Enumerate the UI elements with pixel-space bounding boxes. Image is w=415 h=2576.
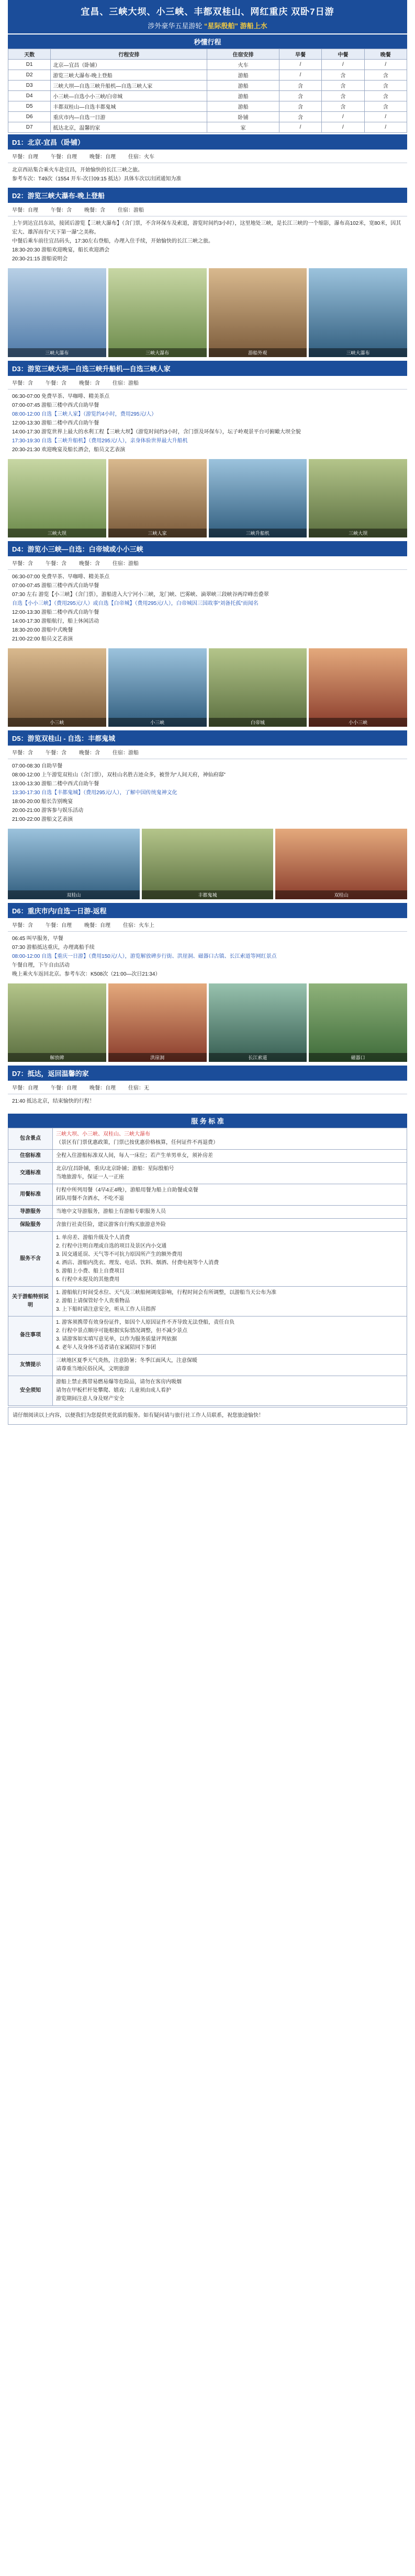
overview-cell: D6: [8, 112, 51, 122]
description-line: 20:00-21:00 游客参与娱乐活动: [12, 808, 84, 814]
overview-row: [8, 81, 407, 91]
page-subtitle: 涉外豪华五星游轮 “星际殷舶” 游船上水: [148, 22, 267, 30]
service-label: 保险服务: [8, 1219, 53, 1232]
service-line: 三峡地区夏季天气炎热，注意防暑；冬季江面风大，注意保暖: [56, 1358, 197, 1364]
description-line: 晚上乘火车返回北京。参考车次：K508次（21:00—次日21:34）: [12, 971, 161, 977]
day-meals: [8, 556, 407, 570]
service-row: [8, 1232, 407, 1287]
overview-cell: /: [364, 122, 407, 133]
overview-cell: /: [322, 60, 364, 70]
overview-cell: /: [279, 70, 321, 81]
service-row: [8, 1128, 407, 1150]
overview-cell: 三峡大坝—自选三峡升船机—自选三峡人家: [51, 81, 207, 91]
description-line: 07:00-07:45 游船三楼中西式自助早餐: [12, 583, 99, 589]
scenery-photo: [209, 268, 307, 357]
service-content: [53, 1219, 407, 1232]
scenery-photo: [108, 648, 207, 727]
meal-item: 住宿：火车: [128, 154, 154, 160]
photo-caption: 丰都鬼城: [142, 890, 274, 899]
scenery-photo: [209, 459, 307, 537]
overview-cell: 含: [322, 70, 364, 81]
service-content: [53, 1150, 407, 1163]
overview-cell: 游船: [207, 81, 279, 91]
day-block: [8, 361, 407, 540]
description-line: 08:00-12:00 上午游览双桂山（含门票），双桂山名胜古迹众多，被誉为“人间天府，神仙府邸”: [12, 772, 226, 778]
day-meals: [8, 918, 407, 932]
overview-cell: 游览三峡大瀑布-晚上登船: [51, 70, 207, 81]
service-label: 导游服务: [8, 1206, 53, 1219]
overview-cell: 含: [364, 91, 407, 101]
service-row: [8, 1150, 407, 1163]
overview-cell: D7: [8, 122, 51, 133]
description-line: 18:30-20:30 游船欢迎晚宴，船长欢迎酒会: [12, 247, 110, 253]
overview-cell: D1: [8, 60, 51, 70]
day-description: [8, 759, 407, 827]
service-content: [53, 1316, 407, 1355]
overview-cell: 含: [279, 101, 321, 112]
overview-cell: 含: [279, 91, 321, 101]
meal-item: 住宿：游船: [113, 750, 139, 756]
meal-item: 早餐：含: [12, 561, 33, 567]
service-line: 2. 行程中注明自理或自选的项目及景区内小交通: [56, 1243, 167, 1249]
overview-cell: 含: [364, 101, 407, 112]
day-block: [8, 134, 407, 186]
day-description: [8, 216, 407, 266]
overview-cell: /: [364, 60, 407, 70]
photo-caption: 三峡大坝: [309, 529, 407, 537]
meal-item: 早餐：含: [12, 750, 33, 756]
overview-cell: 游船: [207, 101, 279, 112]
description-line: 12:00-13:30 游船二楼中西式自助午餐: [12, 420, 99, 426]
meal-item: 晚餐：自理: [89, 1085, 116, 1091]
description-line: 13:30-17:30 自选【丰都鬼城】（费用295元/人），了解中国传统鬼神文化: [12, 790, 177, 796]
service-label: 交通标准: [8, 1163, 53, 1184]
scenery-photo: [309, 459, 407, 537]
day-block: [8, 1066, 407, 1108]
overview-col-header: 中餐: [322, 49, 364, 60]
photo-caption: 小三峡: [8, 718, 106, 727]
description-line: 午餐自理，下午自由活动: [12, 963, 70, 968]
meal-item: 早餐：含: [12, 923, 33, 929]
description-line: 06:30-07:00 免费早茶、早咖啡、精美茶点: [12, 574, 110, 580]
photo-caption: 小小三峡: [309, 718, 407, 727]
meal-item: 午餐：含: [46, 381, 66, 386]
meal-item: 早餐：自理: [12, 208, 38, 213]
overview-cell: 火车: [207, 60, 279, 70]
description-line: 07:00-07:45 游船三楼中西式自助早餐: [12, 403, 99, 408]
meal-item: 晚餐：含: [79, 750, 100, 756]
service-label: 服务不含: [8, 1232, 53, 1287]
scenery-photo: [309, 648, 407, 727]
days-section: [8, 134, 407, 1108]
day-title: D6：重庆市内/自选一日游-返程: [8, 903, 407, 918]
overview-col-header: 晚餐: [364, 49, 407, 60]
photo-row: [8, 981, 407, 1064]
day-block: [8, 730, 407, 901]
service-line: 2. 游船上请保管好个人贵重物品: [56, 1298, 130, 1304]
day-block: [8, 541, 407, 729]
description-line: 08:00-12:00 自选【重庆一日游】（费用150元/人），游览解放碑步行街、洪崖洞、磁器口古镇、长江索道等网红景点: [12, 954, 277, 959]
ship-name: “星际殷舶” 游船上水: [204, 22, 267, 30]
photo-caption: 三峡人家: [108, 529, 207, 537]
overview-cell: 小三峡—自选小小三峡/白帝城: [51, 91, 207, 101]
meal-item: 住宿：无: [128, 1085, 149, 1091]
service-line: 行程中所列用餐（4早4正4晚），游船用餐为船上自助餐或桌餐: [56, 1187, 198, 1193]
meal-item: 早餐：含: [12, 381, 33, 386]
service-row: [8, 1355, 407, 1376]
description-line: 自选【小小三峡】（费用295元/人）或自选【白帝城】（费用295元/人），白帝城因三国故事“刘备托孤”而闻名: [12, 601, 259, 606]
service-line: 1. 游客须携带有效身份证件，如因个人原因证件不齐导致无法登船，责任自负: [56, 1320, 235, 1325]
description-line: 06:30-07:00 免费早茶、早咖啡、精美茶点: [12, 394, 110, 399]
service-label: 友情提示: [8, 1355, 53, 1376]
photo-caption: 双桂山: [8, 890, 140, 899]
day-block: [8, 903, 407, 1064]
scenery-photo: [275, 829, 407, 899]
photo-row: [8, 646, 407, 729]
photo-caption: 解放碑: [8, 1053, 106, 1062]
overview-col-header: 天数: [8, 49, 51, 60]
overview-row: [8, 112, 407, 122]
overview-cell: /: [322, 122, 364, 133]
meal-item: 晚餐：自理: [84, 923, 110, 929]
description-line: 21:00-22:00 船员文艺表演: [12, 636, 73, 642]
scenery-photo: [8, 268, 106, 357]
scenery-photo: [142, 829, 274, 899]
meal-item: 住宿：游船: [113, 561, 139, 567]
service-line: 三峡大坝、小三峡、双桂山、三峡大瀑布: [56, 1131, 150, 1137]
overview-cell: D4: [8, 91, 51, 101]
service-line: 2. 行程中景点顺序可能根据实际情况调整，但不减少景点: [56, 1328, 188, 1334]
overview-cell: /: [279, 60, 321, 70]
meal-item: 晚餐：含: [79, 561, 100, 567]
service-line: 6. 行程中未提及的其他费用: [56, 1277, 120, 1283]
scenery-photo: [309, 268, 407, 357]
scenery-photo: [8, 648, 106, 727]
service-label: 安全须知: [8, 1376, 53, 1406]
photo-caption: 洪崖洞: [108, 1053, 207, 1062]
scenery-photo: [309, 983, 407, 1062]
day-title: D4：游览小三峡—自选：白帝城或小小三峡: [8, 541, 407, 556]
photo-caption: 磁器口: [309, 1053, 407, 1062]
overview-cell: 含: [322, 81, 364, 91]
overview-cell: 北京—宜昌（卧铺）: [51, 60, 207, 70]
service-content: [53, 1355, 407, 1376]
overview-cell: 重庆市内—自选一日游: [51, 112, 207, 122]
service-line: 3. 因交通延误、天气等不可抗力原因所产生的额外费用: [56, 1252, 183, 1257]
description-line: 参考车次：T49次（1554 开车-次日09:15 抵达）具体车次以出团通知为准: [12, 176, 182, 182]
service-content: [53, 1376, 407, 1406]
service-row: [8, 1206, 407, 1219]
footer-note: 请仔细阅读以上内容，以便我们为您提供更优质的服务。如有疑问请与旅行社工作人员联系，祝您旅途愉快！: [8, 1407, 407, 1425]
meal-item: 午餐：含: [46, 750, 66, 756]
meal-item: 晚餐：含: [79, 381, 100, 386]
scenery-photo: [108, 268, 207, 357]
meal-item: 早餐：自理: [12, 154, 38, 160]
meal-item: 午餐：含: [51, 208, 72, 213]
description-line: 07:30 左右 游览【小三峡】（含门票），游船进入大宁河小三峡，龙门峡、巴雾峡、滴翠峡三段峡谷两岸峰峦叠翠: [12, 592, 269, 598]
service-row: [8, 1219, 407, 1232]
scenery-photo: [108, 983, 207, 1062]
overview-cell: 家: [207, 122, 279, 133]
overview-col-header: 早餐: [279, 49, 321, 60]
overview-cell: 抵达北京，温馨的家: [51, 122, 207, 133]
description-line: 21:40 抵达北京，结束愉快的行程！: [12, 1098, 95, 1104]
overview-cell: D3: [8, 81, 51, 91]
meal-item: 晚餐：自理: [89, 154, 116, 160]
overview-cell: 含: [322, 101, 364, 112]
photo-row: [8, 266, 407, 359]
scenery-photo: [8, 829, 140, 899]
service-row: [8, 1287, 407, 1316]
photo-caption: 三峡升船机: [209, 529, 307, 537]
service-line: 团队用餐不含酒水，不吃不退: [56, 1196, 124, 1201]
photo-row: [8, 457, 407, 540]
service-line: 含旅行社责任险，建议游客自行购买旅游意外险: [56, 1222, 166, 1228]
day-description: [8, 570, 407, 646]
photo-caption: 三峡大坝: [8, 529, 106, 537]
services-heading: 服 务 标 准: [8, 1113, 407, 1128]
photo-caption: 游船外观: [209, 348, 307, 357]
day-meals: [8, 150, 407, 163]
day-title: D1：北京-宜昌（卧铺）: [8, 134, 407, 150]
service-line: 请勿在甲板栏杆处攀爬、嬉戏；儿童须由成人看护: [56, 1388, 171, 1393]
description-line: 07:00-08:30 自助早餐: [12, 763, 63, 769]
scenery-photo: [8, 459, 106, 537]
meal-item: 午餐：自理: [46, 923, 72, 929]
photo-row: [8, 827, 407, 901]
overview-col-header: 行程安排: [51, 49, 207, 60]
photo-caption: 白帝城: [209, 718, 307, 727]
service-content: [53, 1287, 407, 1316]
overview-row: [8, 91, 407, 101]
overview-cell: 游船: [207, 70, 279, 81]
description-line: 北京西站集合乘火车赴宜昌，开始愉快的长江三峡之旅。: [12, 167, 143, 173]
photo-caption: 三峡大瀑布: [108, 348, 207, 357]
photo-caption: 三峡大瀑布: [8, 348, 106, 357]
overview-table: [8, 49, 407, 133]
day-title: D2：游览三峡大瀑布-晚上登船: [8, 188, 407, 203]
day-meals: [8, 746, 407, 759]
service-line: 1. 单房差、游船升级及个人消费: [56, 1235, 130, 1241]
service-line: 北京/宜昌卧铺，重庆/北京卧铺；游船：星际殷舶号: [56, 1166, 174, 1172]
service-line: 3. 上下船时请注意安全，听从工作人员指挥: [56, 1307, 156, 1312]
service-line: 5. 游船上小费、船上自费项目: [56, 1268, 125, 1274]
description-line: 18:30-20:00 游船中式晚餐: [12, 627, 73, 633]
page-title: 宜昌、三峡大坝、小三峡、丰都双桂山、网红重庆 双卧7日游: [81, 7, 334, 17]
service-line: 请尊重当地民俗民风，文明旅游: [56, 1366, 129, 1372]
photo-caption: 双桂山: [275, 890, 407, 899]
service-row: [8, 1316, 407, 1355]
meal-item: 住宿：火车上: [123, 923, 154, 929]
service-line: 全程入住游船标准双人间，每人一床位；若产生单男单女，须补房差: [56, 1153, 213, 1159]
service-line: （景区有门票优惠政策，门票已按优惠价格核算，任何证件不再退费）: [56, 1140, 218, 1146]
day-title: D7：抵达，返回温馨的家: [8, 1066, 407, 1081]
description-line: 17:30-19:30 自选【三峡升船机】（费用295元/人），亲身体验世界最大升船机: [12, 438, 188, 444]
overview-row: [8, 122, 407, 133]
day-description: [8, 163, 407, 186]
day-meals: [8, 376, 407, 390]
meal-item: 晚餐：含: [84, 208, 105, 213]
overview-cell: /: [322, 112, 364, 122]
overview-row: [8, 101, 407, 112]
description-line: 21:00-22:00 游船文艺表演: [12, 817, 73, 822]
service-row: [8, 1163, 407, 1184]
service-row: [8, 1376, 407, 1406]
day-meals: [8, 1081, 407, 1094]
service-line: 游船上禁止携带易燃易爆等危险品，请勿在客房内吸烟: [56, 1379, 182, 1385]
service-content: [53, 1128, 407, 1150]
description-line: 06:45 叫早服务，早餐: [12, 936, 63, 942]
overview-cell: D5: [8, 101, 51, 112]
overview-cell: /: [279, 122, 321, 133]
overview-col-header: 住宿安排: [207, 49, 279, 60]
meal-item: 午餐：自理: [51, 1085, 77, 1091]
scenery-photo: [8, 983, 106, 1062]
service-label: 关于游船特别说明: [8, 1287, 53, 1316]
description-line: 20:30-21:15 游船说明会: [12, 256, 68, 262]
service-line: 1. 游船航行时间受水位、天气及三峡船闸调度影响，行程时间会有所调整，以游船当天公布为准: [56, 1290, 277, 1296]
service-line: 游览期间注意人身及财产安全: [56, 1396, 124, 1402]
service-label: 用餐标准: [8, 1184, 53, 1206]
description-line: 07:30 游船抵达重庆，办理离船手续: [12, 945, 95, 951]
service-content: [53, 1184, 407, 1206]
overview-cell: 含: [364, 81, 407, 91]
services-table: [8, 1128, 407, 1406]
service-label: 包含景点: [8, 1128, 53, 1150]
day-description: [8, 1094, 407, 1108]
itinerary-page: [8, 0, 407, 1425]
overview-cell: 丰都双桂山—自选丰都鬼城: [51, 101, 207, 112]
meal-item: 住宿：游船: [113, 381, 139, 386]
header: [8, 0, 407, 33]
service-content: [53, 1232, 407, 1287]
overview-cell: 含: [364, 70, 407, 81]
meal-item: 早餐：自理: [12, 1085, 38, 1091]
overview-cell: 含: [279, 81, 321, 91]
overview-cell: /: [364, 112, 407, 122]
meal-item: 住宿：游船: [118, 208, 144, 213]
description-line: 14:00-17:30 游船航行，船上休闲活动: [12, 619, 99, 624]
description-line: 08:00-12:00 自选【三峡人家】（游览约4小时，费用295元/人）: [12, 411, 157, 417]
scenery-photo: [209, 983, 307, 1062]
day-title: D3：游览三峡大坝—自选三峡升船机—自选三峡人家: [8, 361, 407, 376]
overview-cell: 游船: [207, 91, 279, 101]
day-description: [8, 932, 407, 981]
description-line: 13:00-13:30 游船二楼中西式自助午餐: [12, 781, 99, 787]
service-line: 4. 老年人及身体不适者请在家属陪同下参团: [56, 1345, 156, 1350]
service-label: 备注事项: [8, 1316, 53, 1355]
description-line: 14:00-17:30 游览世界上最大的水利工程【三峡大坝】（游览时间约3小时，含门票及环保车），坛子岭观景平台可俯瞰大坝全貌: [12, 429, 301, 435]
scenery-photo: [209, 648, 307, 727]
description-line: 上午到达宜昌东站，接团后游览【三峡大瀑布】（含门票，不含环保车及索道，游览时间约3小时），这里地处三峡，是长江三峡的一个缩影，瀑布高102米，宽80米，因其宏大、雄浑而有“天下第一瀑”之美称。: [12, 221, 401, 235]
overview-cell: D2: [8, 70, 51, 81]
description-line: 18:00-20:00 船长告别晚宴: [12, 799, 73, 805]
service-line: 当地中文导游服务，游船上有游船专职服务人员: [56, 1209, 166, 1215]
overview-cell: 卧铺: [207, 112, 279, 122]
day-meals: [8, 203, 407, 216]
service-content: [53, 1163, 407, 1184]
service-line: 当地旅游车，保证一人一正座: [56, 1174, 124, 1180]
overview-cell: 含: [322, 91, 364, 101]
overview-row: [8, 60, 407, 70]
description-line: 12:00-13:30 游船二楼中西式自助午餐: [12, 610, 99, 615]
overview-heading: 秒懂行程: [8, 33, 407, 49]
photo-caption: 三峡大瀑布: [309, 348, 407, 357]
overview-row: [8, 70, 407, 81]
service-content: [53, 1206, 407, 1219]
service-row: [8, 1184, 407, 1206]
scenery-photo: [108, 459, 207, 537]
photo-caption: 小三峡: [108, 718, 207, 727]
photo-caption: 长江索道: [209, 1053, 307, 1062]
service-line: 4. 酒店、游船内洗衣、理发、电话、饮料、烟酒、付费电视等个人消费: [56, 1260, 219, 1266]
meal-item: 午餐：含: [46, 561, 66, 567]
service-label: 住宿标准: [8, 1150, 53, 1163]
day-title: D5：游览双桂山 - 自选：丰都鬼城: [8, 730, 407, 746]
description-line: 20:30-21:30 欢迎晚宴及船长酒会，船员文艺表演: [12, 447, 126, 453]
description-line: 中餐后乘车前往宜昌码头，17:30左右登船，办理入住手续，开始愉快的长江三峡之旅。: [12, 238, 214, 244]
day-block: [8, 188, 407, 359]
overview-cell: 含: [279, 112, 321, 122]
meal-item: 午餐：自理: [51, 154, 77, 160]
service-line: 3. 请游客如实填写意见单，以作为服务质量评判依据: [56, 1336, 177, 1342]
day-description: [8, 390, 407, 457]
